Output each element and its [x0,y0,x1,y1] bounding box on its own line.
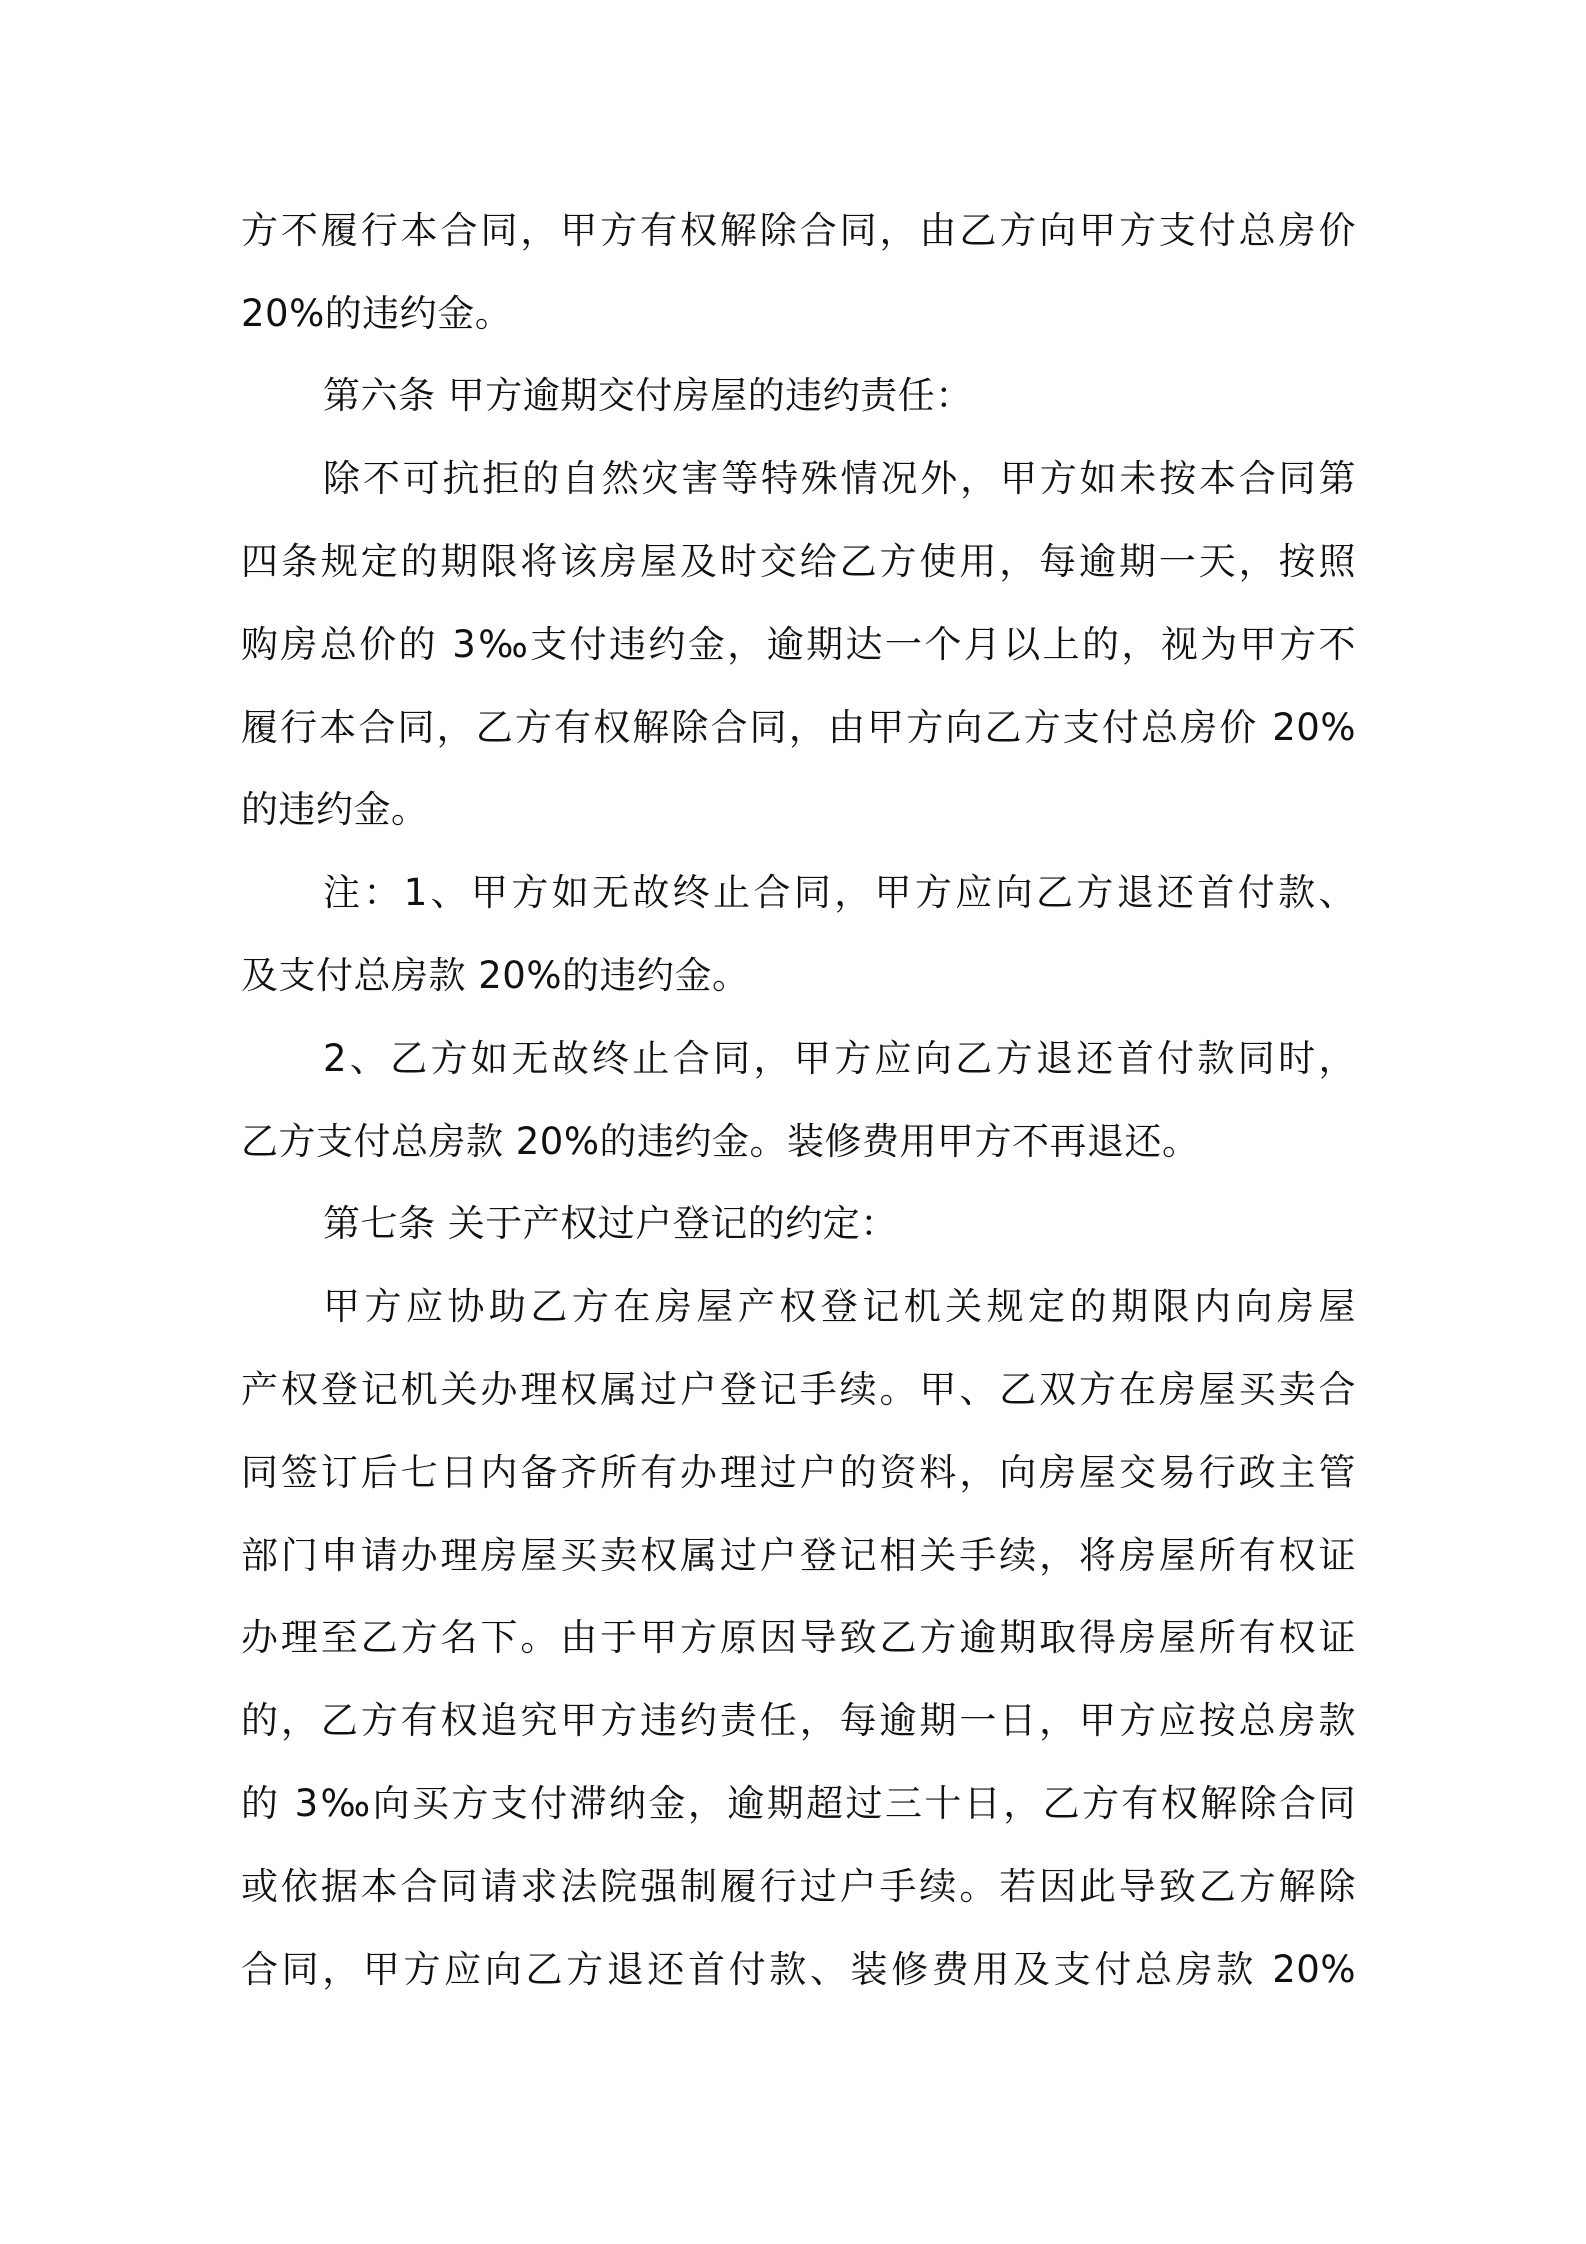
text-line: 乙方支付总房款 20%的违约金。装修费用甲方不再退还。 [241,1120,1200,1163]
text-line: 2、乙方如无故终止合同，甲方应向乙方退还首付款同时， [323,1037,1356,1080]
text-line: 四条规定的期限将该房屋及时交给乙方使用，每逾期一天，按照 [241,540,1356,583]
text-line: 部门申请办理房屋买卖权属过户登记相关手续，将房屋所有权证 [241,1534,1356,1577]
text-line: 产权登记机关办理权属过户登记手续。甲、乙双方在房屋买卖合 [241,1368,1356,1411]
text-line: 同签订后七日内备齐所有办理过户的资料，向房屋交易行政主管 [241,1451,1356,1494]
text-line: 的违约金。 [241,788,429,831]
text-line: 方不履行本合同，甲方有权解除合同，由乙方向甲方支付总房价 [241,209,1356,252]
article-heading: 第七条 关于产权过户登记的约定： [323,1202,898,1245]
text-line: 20%的违约金。 [241,292,513,335]
text-line: 办理至乙方名下。由于甲方原因导致乙方逾期取得房屋所有权证 [241,1616,1356,1659]
text-line: 除不可抗拒的自然灾害等特殊情况外，甲方如未按本合同第 [323,457,1356,500]
article-heading: 第六条 甲方逾期交付房屋的违约责任： [323,374,973,417]
text-line: 及支付总房款 20%的违约金。 [241,954,750,997]
text-line: 注：1、甲方如无故终止合同，甲方应向乙方退还首付款、 [323,871,1356,914]
text-line: 的 3‰向买方支付滞纳金，逾期超过三十日，乙方有权解除合同 [241,1782,1356,1825]
text-line: 履行本合同，乙方有权解除合同，由甲方向乙方支付总房价 20% [241,706,1356,749]
text-line: 购房总价的 3‰支付违约金，逾期达一个月以上的，视为甲方不 [241,623,1356,666]
text-line: 的，乙方有权追究甲方违约责任，每逾期一日，甲方应按总房款 [241,1699,1356,1742]
text-line: 甲方应协助乙方在房屋产权登记机关规定的期限内向房屋 [323,1285,1356,1328]
text-line: 或依据本合同请求法院强制履行过户手续。若因此导致乙方解除 [241,1865,1356,1908]
text-line: 合同，甲方应向乙方退还首付款、装修费用及支付总房款 20% [241,1948,1356,1991]
